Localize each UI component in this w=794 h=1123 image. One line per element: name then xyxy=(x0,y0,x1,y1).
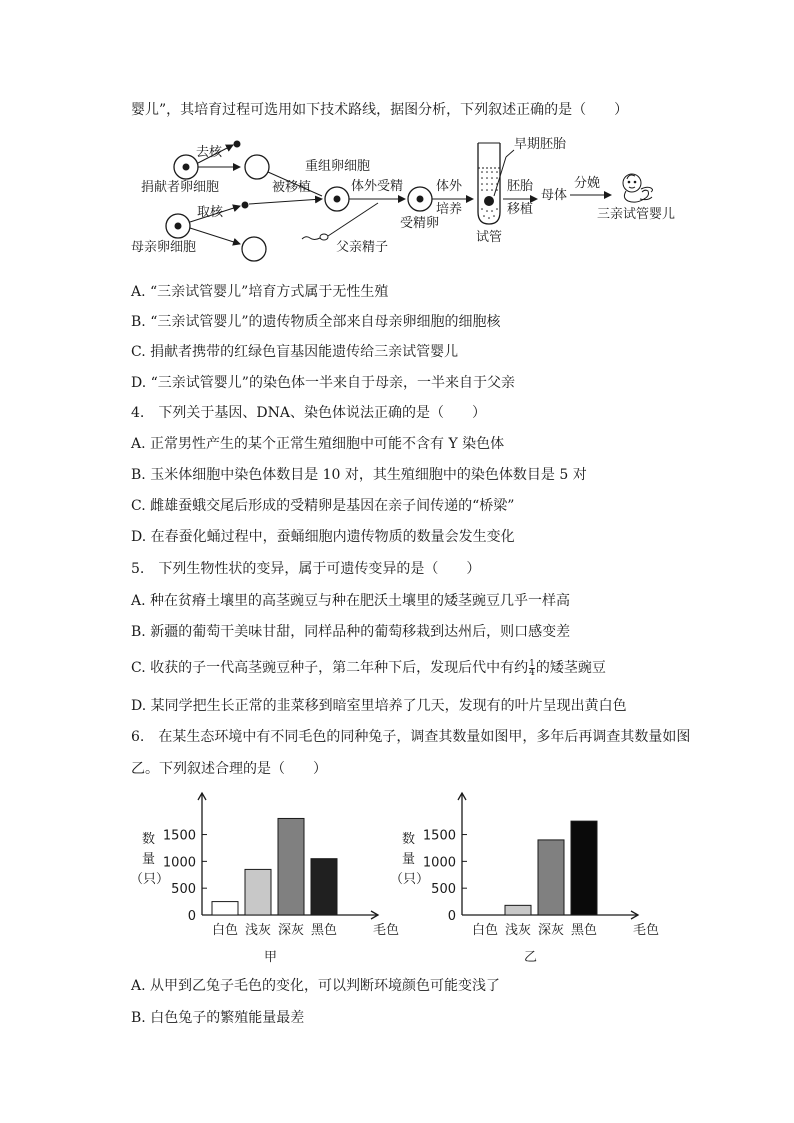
y-axis-label-3: （只） xyxy=(390,872,430,887)
y-axis-label-2: 量 xyxy=(402,852,416,867)
q5-option-a: A. 种在贫瘠土壤里的高茎豌豆与种在肥沃土壤里的矮茎豌豆几乎一样高 xyxy=(131,593,571,609)
label-delivery: 分娩 xyxy=(574,176,601,191)
chart-yi xyxy=(380,785,660,970)
x-tick-label: 黑色 xyxy=(310,923,338,938)
chart-title: 乙 xyxy=(523,950,538,965)
mother-nucleus xyxy=(242,202,249,209)
q4-option-a: A. 正常男性产生的某个正常生殖细胞中可能不含有 Y 染色体 xyxy=(131,436,505,452)
y-tick-label: 0 xyxy=(187,909,196,924)
label-test-tube: 试管 xyxy=(476,230,503,245)
y-tick-label: 1000 xyxy=(162,855,196,871)
q4-stem: 4. 下列关于基因、DNA、染色体说法正确的是（ ） xyxy=(131,405,486,421)
label-mother-egg: 母亲卵细胞 xyxy=(131,240,197,255)
bar-3 xyxy=(311,859,337,915)
label-father-sperm: 父亲精子 xyxy=(336,240,389,255)
x-axis-label: 毛色 xyxy=(633,923,660,938)
q3-option-a: A. “三亲试管婴儿”培育方式属于无性生殖 xyxy=(131,284,389,300)
sperm xyxy=(320,234,328,240)
label-ivf: 体外受精 xyxy=(351,179,404,194)
q5-stem: 5. 下列生物性状的变异，属于可遗传变异的是（ ） xyxy=(131,561,481,577)
q5-option-c-tail: 的矮茎豌豆 xyxy=(535,660,606,676)
label-transplanted: 被移植 xyxy=(272,180,312,195)
label-early-embryo: 早期胚胎 xyxy=(514,137,567,152)
y-axis-label-3: （只） xyxy=(130,872,170,887)
label-transfer: 移植 xyxy=(507,202,534,217)
label-fertilized-egg: 受精卵 xyxy=(400,216,440,231)
bar-2 xyxy=(278,818,304,915)
x-tick-label: 深灰 xyxy=(537,923,565,938)
y-tick-label: 1000 xyxy=(422,855,456,871)
mother-cytoplasm xyxy=(242,237,266,261)
chart-title: 甲 xyxy=(263,950,278,965)
removed-nucleus xyxy=(234,141,241,148)
bar-0 xyxy=(212,902,238,915)
y-axis-label-1: 数 xyxy=(142,832,156,847)
label-in-vitro: 体外 xyxy=(436,179,463,194)
chart-jia xyxy=(120,785,400,970)
q5-option-c xyxy=(131,659,606,677)
enucleated-egg xyxy=(245,155,269,179)
q6-stem-line1: 6. 在某生态环境中有不同毛色的同种兔子，调查其数量如图甲，多年后再调查其数量如图 xyxy=(131,729,691,745)
y-tick-label: 1500 xyxy=(422,828,456,844)
x-tick-label: 白色 xyxy=(211,923,239,938)
label-culture: 培养 xyxy=(436,202,463,217)
x-tick-label: 深灰 xyxy=(277,923,305,938)
label-donor-egg: 捐献者卵细胞 xyxy=(141,180,220,195)
q3-stem: 婴儿”，其培育过程可选用如下技术路线，据图分析，下列叙述正确的是（ ） xyxy=(131,102,629,118)
q6-option-b: B. 白色兔子的繁殖能量最差 xyxy=(131,1010,305,1026)
x-tick-label: 白色 xyxy=(471,923,499,938)
label-mother-body: 母体 xyxy=(541,188,568,203)
ivf-diagram xyxy=(0,0,794,270)
x-axis-label: 毛色 xyxy=(373,923,400,938)
bar-1 xyxy=(245,869,271,915)
x-tick-label: 浅灰 xyxy=(244,923,272,938)
y-tick-label: 500 xyxy=(171,882,196,898)
label-take-nucleus: 取核 xyxy=(197,205,224,220)
q6-option-a: A. 从甲到乙兔子毛色的变化，可以判断环境颜色可能变浅了 xyxy=(131,978,501,994)
fraction: $\frac{1}{4}$ xyxy=(529,658,535,678)
q3-option-c: C. 捐献者携带的红绿色盲基因能遗传给三亲试管婴儿 xyxy=(131,344,459,360)
q4-option-c: C. 雌雄蚕蛾交尾后形成的受精卵是基因在亲子间传递的“桥梁” xyxy=(131,498,515,514)
x-tick-label: 黑色 xyxy=(570,923,598,938)
q5-option-d: D. 某同学把生长正常的韭菜移到暗室里培养了几天，发现有的叶片呈现出黄白色 xyxy=(131,698,627,714)
bar-3 xyxy=(571,821,597,915)
early-embryo xyxy=(484,196,494,206)
label-baby: 三亲试管婴儿 xyxy=(597,207,676,222)
y-tick-label: 1500 xyxy=(162,828,196,844)
label-recombined-egg: 重组卵细胞 xyxy=(305,159,371,174)
q4-option-b: B. 玉米体细胞中染色体数目是 10 对，其生殖细胞中的染色体数目是 5 对 xyxy=(131,467,587,483)
x-tick-label: 浅灰 xyxy=(504,923,532,938)
bar-2 xyxy=(538,840,564,915)
bar-1 xyxy=(505,905,531,915)
y-axis-label-1: 数 xyxy=(402,832,416,847)
q3-option-d: D. “三亲试管婴儿”的染色体一半来自于母亲，一半来自于父亲 xyxy=(131,375,515,391)
y-tick-label: 0 xyxy=(447,909,456,924)
label-remove-nucleus: 去核 xyxy=(196,145,223,160)
q3-option-b: B. “三亲试管婴儿”的遗传物质全部来自母亲卵细胞的细胞核 xyxy=(131,314,501,330)
q4-option-d: D. 在春蚕化蛹过程中，蚕蛹细胞内遗传物质的数量会发生变化 xyxy=(131,529,515,545)
y-axis-label-2: 量 xyxy=(142,852,156,867)
q5-option-c-text: C. 收获的子一代高茎豌豆种子，第二年种下后，发现后代中有约 xyxy=(131,660,529,676)
q5-option-b: B. 新疆的葡萄干美味甘甜，同样品种的葡萄移栽到达州后，则口感变差 xyxy=(131,624,571,640)
y-tick-label: 500 xyxy=(431,882,456,898)
baby-icon xyxy=(623,174,653,202)
label-embryo: 胚胎 xyxy=(507,179,534,194)
q6-stem-line2: 乙。下列叙述合理的是（ ） xyxy=(131,761,327,777)
